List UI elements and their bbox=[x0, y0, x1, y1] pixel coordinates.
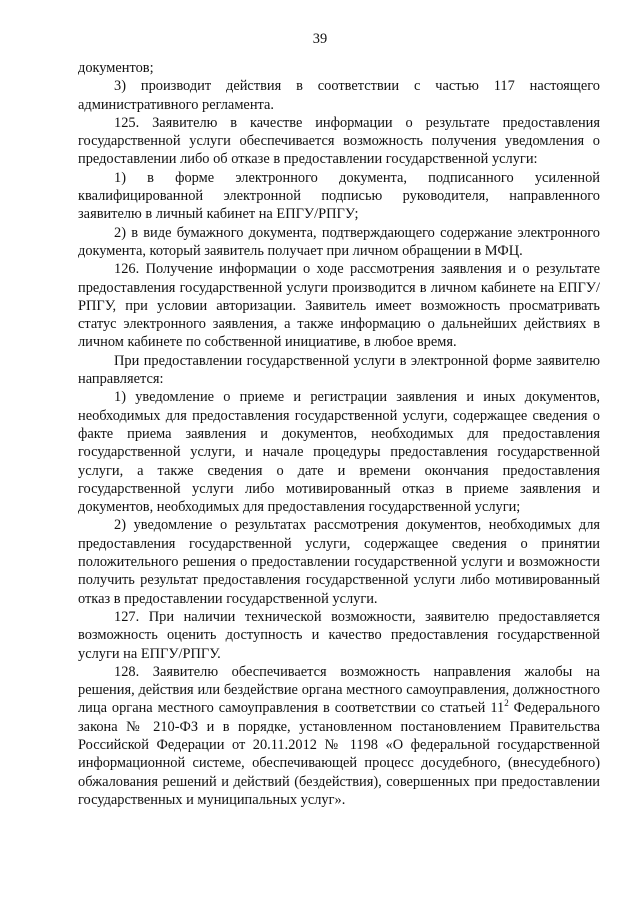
article-superscript: 2 bbox=[504, 697, 509, 708]
paragraph: 127. При наличии технической возможности, заявителю предоставляется возможность оценить доступность и качество предоставления государственной услуги на ЕПГУ/РПГУ. bbox=[78, 608, 600, 662]
paragraph: 125. Заявителю в качестве информации о результате предоставления государственной услуги обеспечивается возможность получения уведомления о предоставлении либо об отказе в предоставлении государственной услуги: bbox=[78, 114, 600, 168]
paragraph-text-end: Федерального закона № 210-ФЗ и в порядке, установленном постановлением Правительства Российской Федерации от 20.11.2012 № 1198 «О федеральной государственной информационной системе, обеспечивающей процесс досудебного, (внесудебного) обжалования решений и действий (бездействия), совершенных при предоставлении государственных и муниципальных услуг». bbox=[78, 700, 600, 808]
paragraph: 3) производит действия в соответствии с частью 117 настоящего административного регламента. bbox=[78, 78, 600, 113]
paragraph: 1) в форме электронного документа, подписанного усиленной квалифицированной электронной подписью руководителя, направленного заявителю в личный кабинет на ЕПГУ/РПГУ; bbox=[78, 169, 600, 223]
page-number: 39 bbox=[312, 31, 328, 47]
paragraph: 1) уведомление о приеме и регистрации заявления и иных документов, необходимых для предоставления государственной услуги, содержащее сведения о факте приема заявления и документов, необходимых для предоставления государственной услуги, и начале процедуры предоставления государственной услуги, а также сведения о дате и времени окончания предоставления государственной услуги либо мотивированный отказ в приеме заявления и документов, необходимых для предоставления государственной услуги; bbox=[78, 389, 600, 516]
document-body bbox=[78, 59, 600, 809]
paragraph: документов; bbox=[78, 60, 154, 76]
paragraph-text-start: 128. Заявителю обеспечивается возможность направления жалобы на решения, действия или бездействие органа местного самоуправления, должностного лица органа местного самоуправления в соответствии со статьей 11 bbox=[78, 663, 600, 717]
paragraph: 2) в виде бумажного документа, подтверждающего содержание электронного документа, который заявитель получает при личном обращении в МФЦ. bbox=[78, 224, 600, 259]
paragraph: 2) уведомление о результатах рассмотрения документов, необходимых для предоставления государственной услуги, содержащее сведения о принятии положительного решения о предоставлении государственной услуги и возможности получить результат предоставления государственной услуги либо мотивированный отказ в предоставлении государственной услуги. bbox=[78, 517, 600, 607]
paragraph: При предоставлении государственной услуги в электронной форме заявителю направляется: bbox=[78, 352, 600, 388]
paragraph: 126. Получение информации о ходе рассмотрения заявления и о результате предоставления государственной услуги производится в личном кабинете на ЕПГУ/РПГУ, при условии авторизации. Заявитель имеет возможность просматривать статус электронного заявления, а также информацию о дальнейших действиях в личном кабинете по собственной инициативе, в любое время. bbox=[78, 261, 600, 351]
paragraph-complaint bbox=[78, 663, 600, 809]
